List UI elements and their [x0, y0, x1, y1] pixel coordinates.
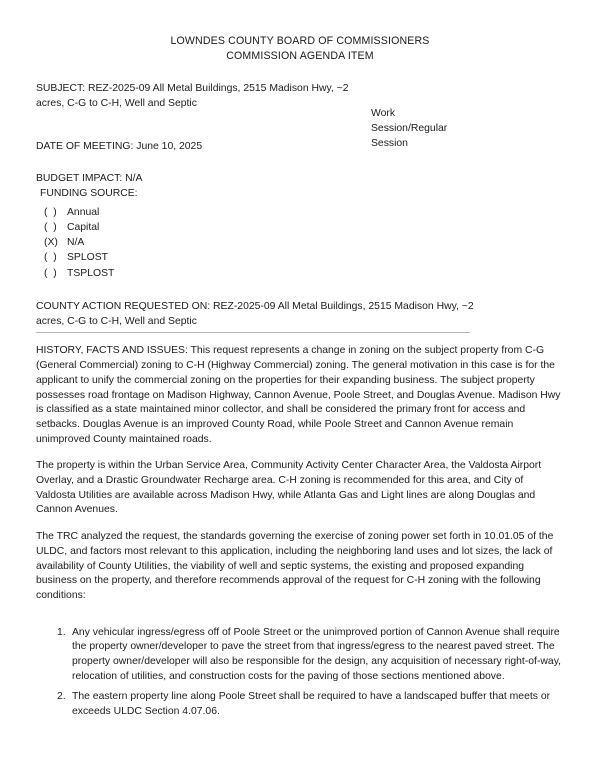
date-of-meeting: DATE OF MEETING: June 10, 2025: [36, 141, 203, 153]
funding-label-splost: SPLOST: [67, 252, 108, 264]
funding-option-tsplost[interactable]: [36, 266, 565, 281]
county-action-section: [36, 300, 565, 333]
document-body: [0, 82, 600, 720]
conditions-list: [36, 626, 565, 720]
property-context-paragraph: The property is within the Urban Service Area, Community Activity Center Character Area, the Valdosta Airport Overlay, and a Drastic Groundwater Recharge area. C-H zoning is recommended for this area, and City of Valdosta Utilities are available across Madison Hwy, while Atlanta Gas and Light lines are along Douglas and Cannon Avenues.: [36, 460, 542, 516]
condition-item-1: [36, 626, 565, 685]
trc-analysis-paragraph: The TRC analyzed the request, the standards governing the exercise of zoning power set forth in 10.01.05 of the ULDC, and factors most relevant to this application, including the neighboring land uses and lot sizes, the lack of availability of County Utilities, the viability of well and septic systems, the existing and proposed expanding business on the property, and therefore recommends approval of the request for C-H zoning with the following conditions:: [36, 531, 554, 601]
funding-option-annual[interactable]: [36, 205, 565, 220]
page-title-line-2: COMMISSION AGENDA ITEM: [226, 50, 374, 62]
funding-option-na[interactable]: [36, 235, 565, 250]
funding-label-annual: Annual: [67, 206, 100, 218]
subject-line-2: acres, C-G to C-H, Well and Septic: [36, 97, 197, 109]
session-type-block: [371, 107, 491, 151]
funding-option-splost[interactable]: [36, 250, 565, 265]
funding-label-capital: Capital: [67, 221, 100, 233]
funding-checkbox-na[interactable]: (X): [44, 237, 58, 249]
document-header: [0, 0, 600, 64]
session-line-1: Work: [371, 108, 396, 119]
funding-label-na: N/A: [67, 237, 85, 249]
funding-checkbox-capital[interactable]: ( ): [44, 221, 57, 233]
county-action-line-1: COUNTY ACTION REQUESTED ON: REZ-2025-09 All Metal Buildings, 2515 Madison Hwy, ~2: [36, 301, 474, 312]
subject-line-1: SUBJECT: REZ-2025-09 All Metal Buildings, 2515 Madison Hwy, ~2: [36, 83, 349, 94]
funding-label-tsplost: TSPLOST: [67, 267, 115, 279]
funding-checkbox-splost[interactable]: ( ): [44, 252, 57, 264]
funding-source-label: FUNDING SOURCE:: [40, 187, 138, 199]
history-facts-paragraph: HISTORY, FACTS AND ISSUES: This request represents a change in zoning on the subject property from C-G (General Commercial) zoning to C-H (Highway Commercial) zoning. The general motivation in this case is for the applicant to unify the commercial zoning on the properties for their expanding business. The subject property possesses road frontage on Madison Highway, Cannon Avenue, Poole Street, and Douglas Avenue. Madison Hwy is classified as a state maintained minor collector, and shall be considered the primary front for access and setbacks. Douglas Avenue is an improved County Road, while Poole Street and Cannon Avenue remain unimproved County maintained roads.: [36, 345, 561, 445]
condition-number-2: 2.: [57, 691, 66, 703]
funding-checkbox-tsplost[interactable]: ( ): [44, 267, 57, 279]
subject-section: [36, 82, 565, 155]
session-line-3: Session: [371, 137, 408, 149]
funding-checkbox-annual[interactable]: ( ): [44, 206, 57, 218]
page-title-line-1: LOWNDES COUNTY BOARD OF COMMISSIONERS: [170, 35, 430, 47]
section-divider: [36, 332, 470, 333]
condition-number-1: 1.: [57, 626, 66, 638]
condition-item-2: [36, 690, 565, 719]
budget-impact: BUDGET IMPACT: N/A: [36, 173, 143, 185]
funding-source-options: [36, 205, 565, 281]
county-action-line-2: acres, C-G to C-H, Well and Septic: [36, 315, 197, 327]
condition-text-2: The eastern property line along Poole Street shall be required to have a landscaped buffer that meets or exceeds ULDC Section 4.07.06.: [72, 691, 551, 718]
funding-option-capital[interactable]: [36, 220, 565, 235]
condition-text-1: Any vehicular ingress/egress off of Poole Street or the unimproved portion of Cannon Avenue shall require the property owner/developer to pave the street from that ingress/egress to the nearest paved street. The property owner/developer will also be responsible for the design, any acquisition of necessary right-of-way, relocation of utilities, and construction costs for the paving of those sections mentioned above.: [72, 626, 561, 682]
session-line-2: Session/Regular: [371, 122, 448, 134]
